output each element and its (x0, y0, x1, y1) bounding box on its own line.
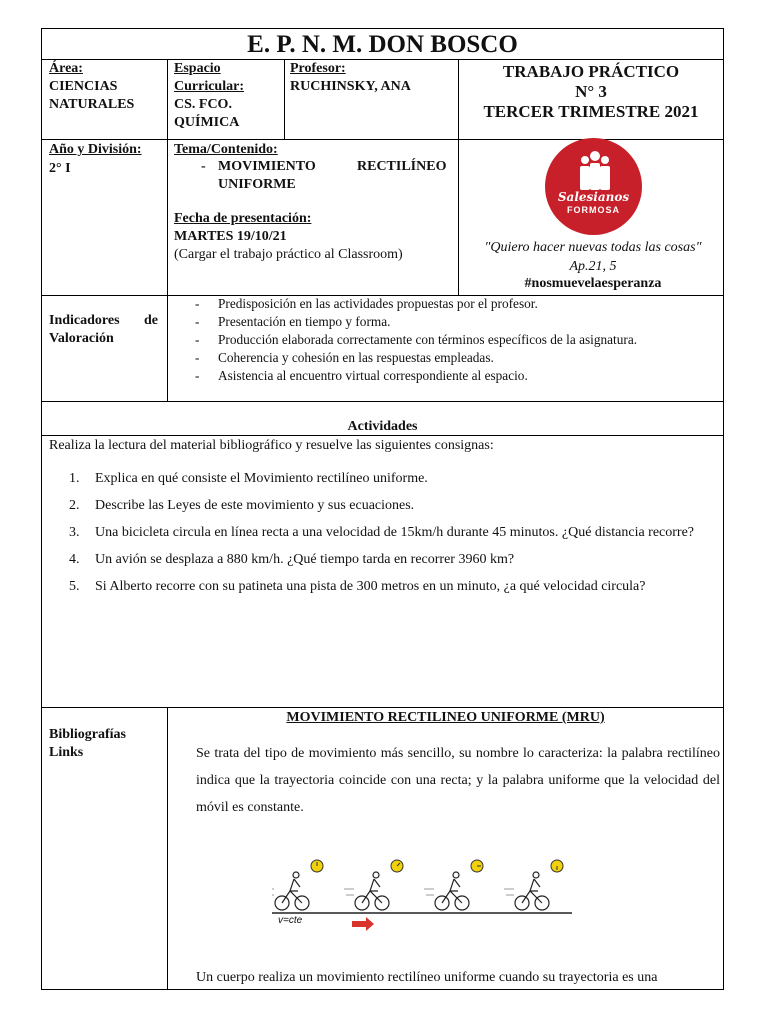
area-value: CIENCIAS (49, 79, 118, 94)
tema-value: RECTILÍNEO (357, 159, 447, 174)
grid-line (167, 59, 168, 401)
profesor-value: RUCHINSKY, ANA (290, 79, 411, 94)
fecha-note: (Cargar el trabajo práctico al Classroom) (174, 247, 403, 262)
quote: "Quiero hacer nuevas todas las cosas" (484, 240, 702, 255)
indicadores-label: Indicadores (49, 313, 120, 328)
profesor-label: Profesor: (290, 61, 346, 76)
item-text: Una bicicleta circula en línea recta a una velocidad de 15km/h durante 45 minutos. ¿Qué distancia recorre? (95, 525, 695, 540)
indicadores-label: de (144, 313, 158, 328)
logo-text: FORMOSA (567, 205, 620, 215)
item-number: 1. (69, 471, 80, 486)
espacio-label: Espacio (174, 61, 221, 76)
anio-value: 2° I (49, 161, 71, 176)
list-item: - Presentación en tiempo y forma. (190, 313, 637, 331)
item-text: Un avión se desplaza a 880 km/h. ¿Qué tiempo tarda en recorrer 3960 km? (95, 552, 515, 567)
fecha-value: MARTES 19/10/21 (174, 229, 287, 244)
fecha-label: Fecha de presentación: (174, 211, 312, 226)
worksheet-page (41, 28, 724, 990)
tema-label: Tema/Contenido: (174, 142, 278, 157)
anio-label: Año y División: (49, 142, 142, 157)
actividades-intro: Realiza la lectura del material bibliográfico y resuelve las siguientes consignas: (49, 438, 494, 453)
list-item: - Predisposición en las actividades propuestas por el profesor. (190, 295, 637, 313)
quote-citation: Ap.21, 5 (569, 259, 617, 274)
grid-line (167, 707, 168, 990)
tema-value: MOVIMIENTO (218, 159, 316, 174)
actividades-list (69, 465, 719, 600)
mru-paragraph: Un cuerpo realiza un movimiento rectilíneo uniforme cuando su trayectoria es una (196, 970, 658, 985)
biblio-label: Bibliografías (49, 727, 127, 742)
item-number: 2. (69, 498, 80, 513)
salesianos-logo (545, 138, 642, 235)
hashtag: #nosmuevelaesperanza (524, 276, 662, 291)
list-item (69, 492, 719, 519)
school-title: E. P. N. M. DON BOSCO (247, 31, 518, 58)
tema-value: UNIFORME (218, 177, 296, 192)
list-item (69, 465, 719, 492)
grid-line (42, 59, 723, 60)
list-item: - Coherencia y cohesión en las respuestas empleadas. (190, 349, 637, 367)
area-label: Área: (49, 61, 83, 76)
item-number: 4. (69, 552, 80, 567)
list-item (69, 573, 719, 600)
espacio-value: CS. FCO. (174, 97, 232, 112)
area-value: NATURALES (49, 97, 135, 112)
list-item (69, 519, 719, 546)
salesianos-logo-mark (545, 138, 642, 235)
biblio-label: Links (49, 745, 84, 760)
item-text: Describe las Leyes de este movimiento y sus ecuaciones. (95, 498, 415, 513)
mru-figure (272, 851, 572, 941)
item-number: 5. (69, 579, 80, 594)
item-text: Explica en qué consiste el Movimiento rectilíneo uniforme. (95, 471, 428, 486)
figure-label: v=cte (278, 915, 303, 926)
actividades-heading: Actividades (347, 419, 418, 434)
list-item (69, 546, 719, 573)
item-number: 3. (69, 525, 80, 540)
list-item: - Asistencia al encuentro virtual correspondiente al espacio. (190, 367, 637, 385)
grid-line (42, 707, 723, 708)
indicadores-label: Valoración (49, 331, 114, 346)
espacio-value: QUÍMICA (174, 115, 240, 130)
grid-line (284, 59, 285, 139)
grid-line (42, 401, 723, 402)
tp-trimester: TERCER TRIMESTRE 2021 (483, 102, 699, 121)
tp-title: TRABAJO PRÁCTICO (502, 62, 680, 81)
item-text: Si Alberto recorre con su patineta una pista de 300 metros en un minuto, ¿a qué velocidad circula? (95, 579, 646, 594)
tema-dash: - (201, 159, 206, 174)
logo-text: Salesianos (557, 190, 630, 204)
tp-number: N° 3 (575, 82, 607, 101)
list-item: - Producción elaborada correctamente con términos específicos de la asignatura. (190, 331, 637, 349)
indicadores-list (190, 295, 637, 385)
espacio-label: Curricular: (174, 79, 244, 94)
mru-title: MOVIMIENTO RECTILINEO UNIFORME (MRU) (286, 710, 605, 725)
mru-paragraph: Se trata del tipo de movimiento más sencillo, su nombre lo caracteriza: la palabra rectilíneo indica que la trayectoria coincide con una recta; y la palabra uniforme que la velocidad del móvil es constante. (196, 746, 720, 815)
